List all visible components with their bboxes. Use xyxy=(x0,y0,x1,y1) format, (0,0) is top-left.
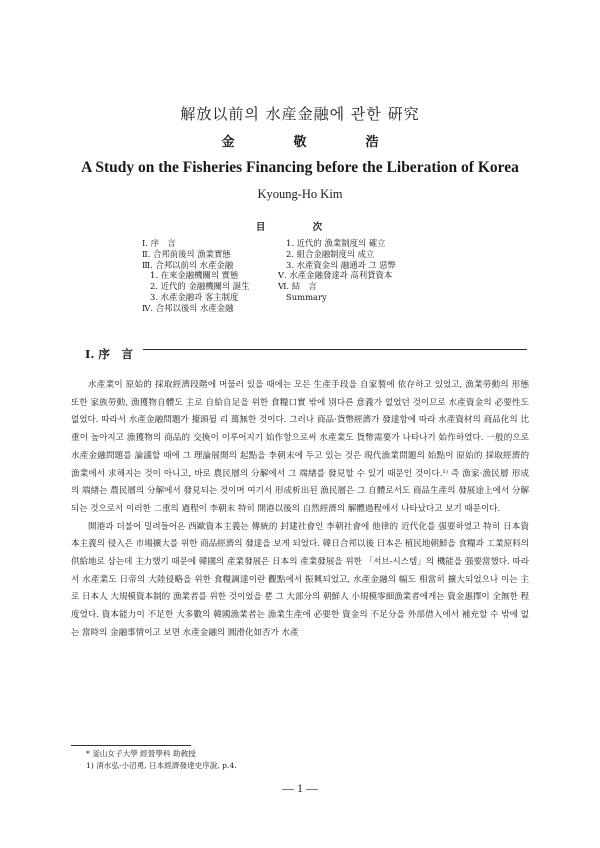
author-char: 敬 xyxy=(293,135,307,150)
toc-subitem: 3. 水產資金의 融通과 그 惡弊 xyxy=(286,259,396,270)
section-heading: Ⅰ. 序 言 xyxy=(85,347,133,361)
toc-right-column xyxy=(278,238,396,303)
toc-item: Ⅰ. 序 言 xyxy=(142,238,176,248)
toc-subitem: Summary xyxy=(286,291,327,302)
paragraph: 開港과 더불어 밀려들어온 西歐資本主義는 傳統的 封建社會인 李朝社會에 他律的 近代化를 强要하였고 特히 日本資本主義의 侵入은 市場擴大를 위한 商品經濟의 發達을 보게 되었다. 韓日合邦以後 日本은 植民地朝鮮을 食糧과 工業原料의 供給地로 삼는데 主力했기 때문에 韓國의 產業發展은 日本의 產業發展을 위한 「서브-시스템」의 機能을 强要當했다. 따라서 水產業도 日帝의 大陸侵略을 위한 食糧調達이란 觀點에서 振興되었고, 水產金融의 幅도 相當히 擴大되었으나 이는 主로 日本人 大規模資本制的 漁業者를 위한 것이었을 뿐 그 大部分의 朝鮮人 小規模零細漁業者에게는 資金惠擇이 全無한 程度였다. 資本能力이 不足한 大多數의 韓國漁業者는 漁業生產에 必要한 資金의 不足分을 外部借入에서 補充할 수 밖에 없는 當時의 金融事情이고 보면 水產金融의 圓滑化如否가 水產 xyxy=(71,521,530,638)
footnotes xyxy=(86,748,237,771)
paper-title-english: A Study on the Fisheries Financing before the Liberation of Korea xyxy=(81,159,519,176)
toc-item: Ⅲ. 合邦以前의 水產金融 xyxy=(142,259,234,270)
body-text xyxy=(71,377,529,643)
footnote-affiliation: * 釜山女子大學 經營學科 助敎授 xyxy=(86,749,196,758)
author-char: 金 xyxy=(221,135,235,150)
toc-item: Ⅵ. 結 言 xyxy=(278,281,317,292)
page-number: — 1 — xyxy=(282,781,318,795)
paragraph: 水產業이 原始的 採取經濟段階에 머물러 있을 때에는 모든 生產手段을 自家製에 依存하고 있었고, 漁業勞動의 形態 또한 家族勞動, 漁獲物自體도 主로 自給自足을 위한 食糧口實 밖에 別다른 意義가 없었던 것이므로 水產資金의 必要性도 없었다. 따라서 水產金融問題가 擡頭될 리 萬無한 것이다. 그러나 商品·貨幣經濟가 發達함에 따라 水產資材의 商品化의 比重이 높아지고 漁獲物의 商品的 交換이 이루어지기 始作함으로써 水產業도 貨幣需要가 나타나기 始作하였다. 一般的으로 水產金融問題를 論議할 때에 그 理論展開의 起點을 李朝末에 두고 있는 것은 現代漁業問題의 始點이 原始的 採取經濟的 漁業에서 求해지는 것이 아니고, 바로 農民層의 分解에서 그 端緖를 發見할 수 있기 때문인 것이다.¹⁾ 즉 漁家·漁民層 形成의 端緖는 農民層의 分解에서 發見되는 것이며 여기서 形成析出된 漁民層은 그 自體로서도 商品生產의 發展途上에서 分解되는 것으로서 이러한 二重의 過程이 李朝末 特히 開港以後의 自然經濟의 解體過程에서 나타났다고 보기 때문이다. xyxy=(71,380,529,514)
author-korean xyxy=(0,131,600,150)
toc-subitem: 3. 水產金融과 客主制度 xyxy=(150,291,239,302)
toc-subitem: 2. 近代的 金融機關의 誕生 xyxy=(150,281,250,292)
toc-subitem: 2. 組合金融制度의 成立 xyxy=(286,248,375,259)
toc-item: Ⅴ. 水產金融發達과 高利貸資本 xyxy=(278,270,393,281)
toc-subitem: 1. 近代的 漁業制度의 確立 xyxy=(286,238,386,248)
author-char: 浩 xyxy=(365,135,379,150)
section-rule xyxy=(143,349,527,350)
paper-title-korean: 解放以前의 水産金融에 관한 硏究 xyxy=(180,105,420,123)
toc-subitem: 1. 在來金融機關의 實態 xyxy=(150,270,239,281)
toc-heading: 目 次 xyxy=(255,222,345,233)
toc-item: Ⅱ. 合邦前後의 漁業實態 xyxy=(142,248,231,259)
toc-item: Ⅳ. 合邦以後의 水產金融 xyxy=(142,302,234,313)
footnote-reference: 1) 淸水弘·小沼勇, 日本經濟發達史序說, p.4. xyxy=(86,760,237,770)
author-english: Kyoung-Ho Kim xyxy=(257,187,343,201)
footnote-rule xyxy=(71,745,191,746)
toc-left-column xyxy=(142,238,249,314)
